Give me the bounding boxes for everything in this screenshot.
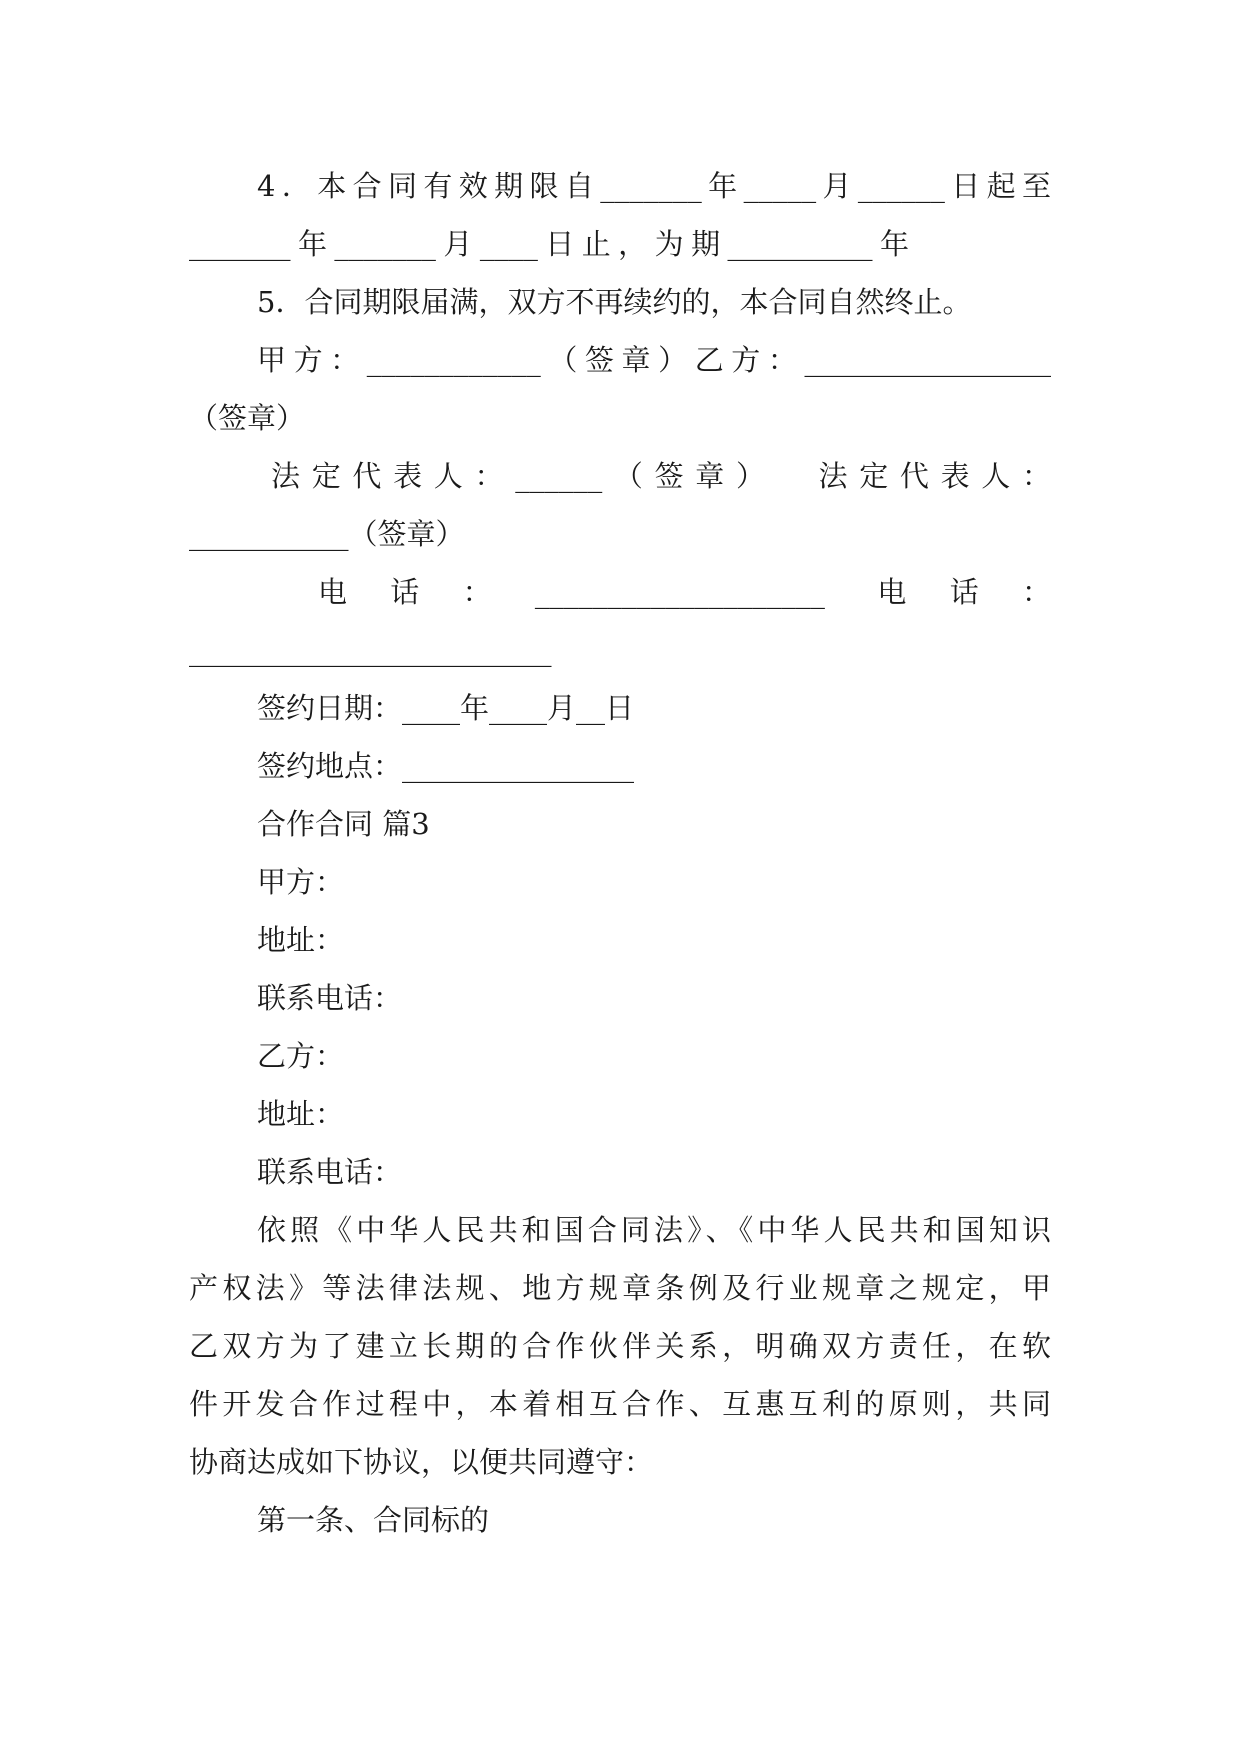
signing-place: 签约地点：________________ [257, 749, 635, 783]
party-a-phone-label: 联系电话： [257, 981, 403, 1015]
legal-representative-line: 法定代表人：______（签章） 法定代表人： [271, 459, 1051, 493]
term-clause-5: 5．合同期限届满，双方不再续约的，本合同自然终止。 [257, 285, 972, 319]
preamble-line-4: 件开发合作过程中，本着相互合作、互惠互利的原则，共同 [189, 1387, 1051, 1421]
preamble-line-5: 协商达成如下协议，以便共同遵守： [189, 1445, 654, 1479]
party-a-label: 甲方： [257, 865, 345, 899]
article-1-heading: 第一条、合同标的 [257, 1503, 490, 1537]
preamble-line-3: 乙双方为了建立长期的合作伙伴关系，明确双方责任，在软 [189, 1329, 1051, 1363]
party-b-address-label: 地址： [257, 1097, 345, 1131]
seal-label: （签章） [189, 401, 306, 435]
party-a-address-label: 地址： [257, 923, 345, 957]
signing-date: 签约日期：____年____月__日 [257, 691, 635, 725]
party-b-label: 乙方： [257, 1039, 345, 1073]
term-clause-4-line-2: _______年_______月____日止，为期__________年 [189, 227, 909, 261]
term-clause-4-line-1: 4．本合同有效期限自_______年_____月______日起至 [257, 169, 1051, 203]
preamble-line-1: 依照《中华人民共和国合同法》、《中华人民共和国知识 [257, 1213, 1051, 1247]
preamble-line-2: 产权法》等法律法规、地方规章条例及行业规章之规定，甲 [189, 1271, 1051, 1305]
party-b-phone-label: 联系电话： [257, 1155, 403, 1189]
party-a-signature-line: 甲方：____________（签章）乙方：_________________ [257, 343, 1051, 377]
section-heading: 合作合同 篇3 [257, 807, 430, 841]
phone-blank-line: _________________________ [189, 633, 552, 667]
phone-line: 电 话 ： ____________________ 电 话 ： [318, 575, 1051, 609]
legal-representative-seal-line: ___________（签章） [189, 517, 465, 551]
